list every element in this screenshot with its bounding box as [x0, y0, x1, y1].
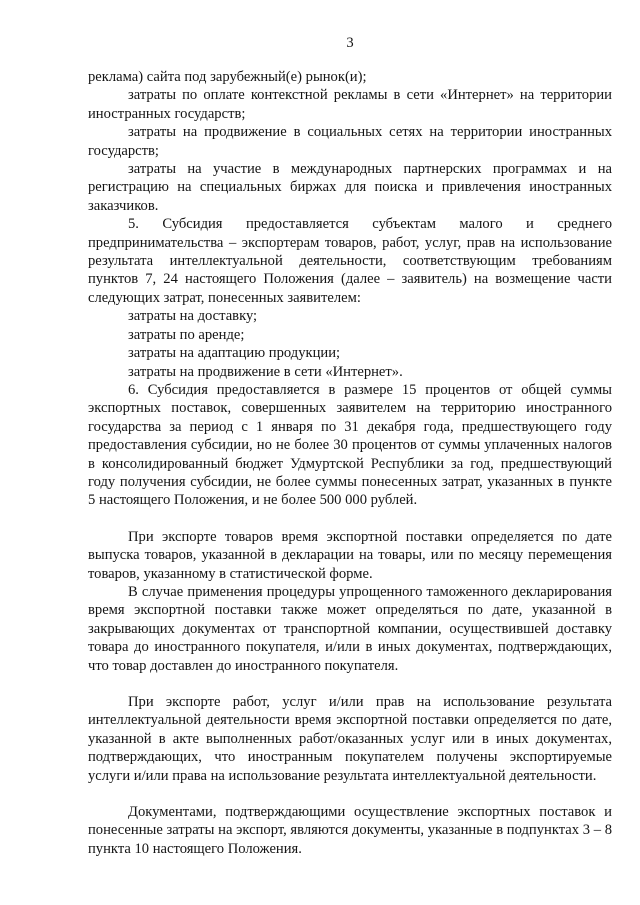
paragraph-rent: затраты по аренде;	[128, 326, 245, 343]
document-page	[88, 34, 612, 858]
paragraph-simplified-customs: В случае применения процедуры упрощенного таможенного декларирования время экспортной поставки также может определяться по дате, указанной в закрывающих документах от транспортной компании, осуществившей доставку товара до иностранного покупателя, и/или в иных документах, подтверждающих, что товар доставлен до иностранного покупателя.	[88, 583, 612, 674]
paragraph-works-services-export: При экспорте работ, услуг и/или прав на использование результата интеллектуальной деятельности время экспортной поставки определяется по дате, указанной в акте выполненных работ/оказанных услуг или в иных документах, подтверждающих, что иностранным покупателем получены экспортируемые услуги и/или права на использование результата интеллектуальной деятельности.	[88, 694, 612, 784]
paragraph-continuation: реклама) сайта под зарубежный(е) рынок(и);	[88, 69, 367, 85]
paragraph-supporting-documents: Документами, подтверждающими осуществление экспортных поставок и понесенные затраты на экспорт, являются документы, указанные в подпунктах 3 – 8 пункта 10 настоящего Положения.	[88, 804, 612, 857]
paragraph-partner-programs: затраты на участие в международных партнерских программах и на регистрацию на специальных биржах для поиска и привлечения иностранных заказчиков.	[88, 161, 612, 214]
paragraph-delivery: затраты на доставку;	[128, 308, 258, 325]
paragraph-clause-5: 5. Субсидия предоставляется субъектам малого и среднего предпринимательства – экспортерам товаров, работ, услуг, прав на использование результата интеллектуальной деятельности, соответствующим требованиям пунктов 7, 24 настоящего Положения (далее – заявитель) на возмещение части следующих затрат, понесенных заявителем:	[88, 216, 612, 306]
paragraph-internet-promotion: затраты на продвижение в сети «Интернет».	[128, 363, 403, 380]
page-number: 3	[346, 35, 354, 51]
paragraph-adaptation: затраты на адаптацию продукции;	[128, 345, 341, 362]
paragraph-clause-6: 6. Субсидия предоставляется в размере 15 процентов от общей суммы экспортных поставок, совершенных заявителем на территорию иностранного государства за период с 1 января по 31 декабря года, предшествующего году предоставления субсидии, но не более 30 процентов от суммы уплаченных налогов в консолидированный бюджет Удмуртской Республики за год, предшествующий году получения субсидии, не более суммы понесенных затрат, указанных в пункте 5 настоящего Положения, и не более 500 000 рублей.	[88, 381, 612, 509]
paragraph-context-ads: затраты по оплате контекстной рекламы в сети «Интернет» на территории иностранных государств;	[88, 87, 612, 122]
paragraph-social-media: затраты на продвижение в социальных сетях на территории иностранных государств;	[88, 124, 612, 159]
paragraph-goods-export: При экспорте товаров время экспортной поставки определяется по дате выпуска товаров, указанной в декларации на товары, или по месяцу перемещения товаров, указанному в статистической форме.	[88, 528, 612, 582]
